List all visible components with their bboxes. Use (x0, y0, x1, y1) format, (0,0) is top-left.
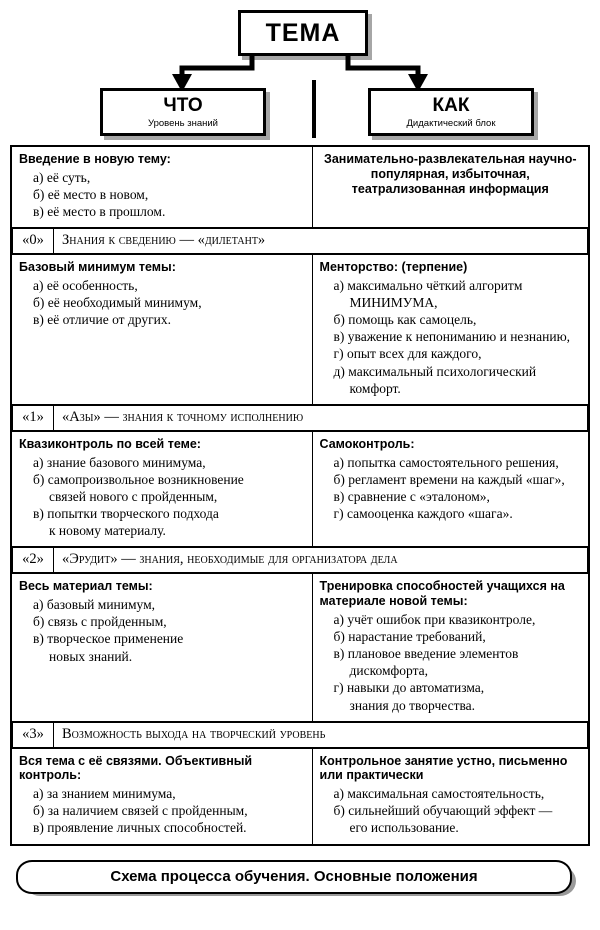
content-cell (312, 431, 589, 546)
branch-sublabel: Уровень знаний (148, 118, 218, 129)
level-band-cell (11, 404, 589, 431)
cell-item-list (320, 277, 581, 397)
content-row (11, 748, 589, 844)
list-item: в) плановое введение элементов (333, 646, 519, 662)
content-row (11, 574, 589, 721)
level-number: «2» (13, 548, 54, 573)
list-item: к новому материалу. (49, 523, 166, 539)
list-item: д) максимальный психологический (333, 363, 537, 379)
root-node (238, 10, 368, 56)
list-item: б) за наличием связей с пройденным, (33, 803, 248, 819)
list-item: а) за знанием минимума, (33, 786, 176, 802)
vertical-divider (312, 80, 316, 138)
level-description: «Азы» — знания к точному исполнению (54, 405, 588, 430)
level-band-cell (11, 721, 589, 748)
list-item: в) творческое применение (33, 631, 184, 647)
list-item: б) связь с пройденным, (33, 614, 167, 630)
branch-node-chto (100, 88, 266, 136)
footer-caption-bar (0, 858, 600, 900)
level-band-row (11, 721, 589, 748)
content-cell (312, 255, 589, 405)
content-cell (11, 255, 312, 405)
cell-heading: Весь материал темы: (19, 579, 153, 594)
cell-item-list (19, 596, 305, 665)
list-item: б) самопроизвольное возникновение (33, 471, 244, 487)
content-cell (11, 146, 312, 228)
list-item: а) базовый минимум, (33, 597, 156, 613)
cell-heading: Вся тема с её связями. Объективный контроль: (19, 753, 253, 783)
footer-caption-text: Схема процесса обучения. Основные положения (110, 868, 478, 886)
list-item: а) её особенность, (33, 277, 138, 293)
list-item: в) её место в прошлом. (33, 204, 166, 220)
content-cell (11, 574, 312, 721)
branch-label: ЧТО (163, 95, 203, 116)
list-item: б) регламент времени на каждый «шаг», (333, 471, 565, 487)
cell-item-list (19, 454, 305, 540)
cell-heading: Самоконтроль: (319, 436, 415, 451)
top-diagram (0, 0, 600, 145)
level-band-row (11, 547, 589, 574)
content-row (11, 146, 589, 228)
level-number: «1» (13, 405, 54, 430)
list-item: в) попытки творческого подхода (33, 506, 219, 522)
level-number: «3» (13, 722, 54, 747)
cell-heading: Занимательно-развлекательная научно-популярная, избыточная, театрализованная информация (323, 152, 577, 196)
level-description: «Эрудит» — знания, необходимые для организатора дела (54, 548, 588, 573)
list-item: г) самооценка каждого «шага». (333, 506, 513, 522)
cell-item-list (19, 277, 305, 328)
cell-heading: Тренировка способностей учащихся на материале новой темы: (319, 579, 565, 609)
list-item: а) знание базового минимума, (33, 454, 206, 470)
list-item: связей нового с пройденным, (49, 488, 218, 504)
cell-heading: Введение в новую тему: (19, 152, 171, 166)
list-item: б) её место в новом, (33, 186, 149, 202)
cell-item-list (19, 785, 305, 836)
content-cell (312, 574, 589, 721)
level-band-row (11, 404, 589, 431)
footer-bar (16, 860, 572, 894)
cell-heading: Квазиконтроль по всей теме: (19, 436, 201, 451)
cell-heading: Базовый минимум темы: (19, 260, 176, 275)
branch-label: КАК (432, 95, 470, 116)
list-item: в) сравнение с «эталоном», (333, 488, 490, 504)
level-description: Возможность выхода на творческий уровень (54, 722, 588, 747)
list-item: б) её необходимый минимум, (33, 295, 202, 311)
list-item: г) опыт всех для каждого, (333, 346, 482, 362)
content-cell (11, 748, 312, 844)
list-item: г) навыки до автоматизма, (333, 680, 485, 696)
cell-item-list (320, 611, 581, 714)
list-item: а) учёт ошибок при квазиконтроле, (333, 611, 536, 627)
list-item: в) уважение к непониманию и незнанию, (333, 329, 571, 345)
list-item: МИНИМУМА, (349, 295, 438, 311)
root-node-label: ТЕМА (265, 18, 341, 47)
branch-node-kak (368, 88, 534, 136)
cell-item-list (320, 454, 581, 523)
list-item: его использование. (349, 820, 459, 836)
list-item: в) проявление личных способностей. (33, 820, 247, 836)
level-band-cell (11, 547, 589, 574)
level-band-cell (11, 228, 589, 255)
content-cell (312, 748, 589, 844)
branch-sublabel: Дидактический блок (406, 118, 496, 129)
list-item: б) помощь как самоцель, (333, 312, 477, 328)
list-item: а) её суть, (33, 169, 91, 185)
level-band-row (11, 228, 589, 255)
list-item: а) максимальная самостоятельность, (333, 786, 545, 802)
list-item: а) попытка самостоятельного решения, (333, 454, 559, 470)
content-row (11, 431, 589, 546)
content-cell (312, 146, 589, 228)
list-item: дискомфорта, (349, 663, 429, 679)
cell-heading: Менторство: (терпение) (319, 260, 468, 275)
cell-heading: Контрольное занятие устно, письменно или практически (319, 753, 568, 783)
level-number: «0» (13, 229, 54, 254)
list-item: знания до творчества. (349, 697, 476, 713)
list-item: а) максимально чёткий алгоритм (333, 277, 523, 293)
list-item: комфорт. (349, 380, 401, 396)
levels-table (10, 145, 590, 846)
cell-item-list (320, 785, 581, 836)
list-item: в) её отличие от других. (33, 312, 172, 328)
cell-item-list (19, 169, 305, 220)
content-row (11, 255, 589, 405)
content-cell (11, 431, 312, 546)
list-item: б) нарастание требований, (333, 629, 486, 644)
list-item: новых знаний. (49, 648, 133, 664)
list-item: б) сильнейший обучающий эффект — (333, 803, 553, 819)
level-description: Знания к сведению — «дилетант» (54, 229, 588, 254)
